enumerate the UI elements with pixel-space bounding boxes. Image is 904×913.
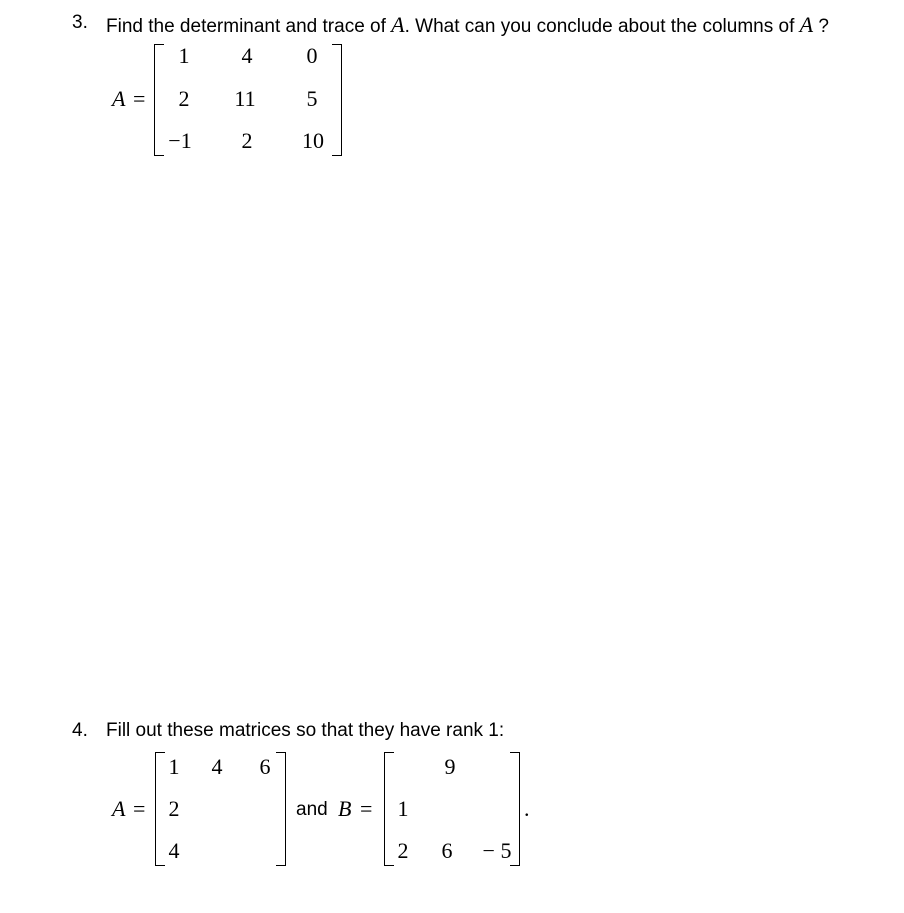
matrix-cell: 2 bbox=[178, 86, 190, 111]
matrix-cell[interactable]: − 5 bbox=[482, 838, 512, 863]
matrix-cell[interactable]: 4 bbox=[168, 838, 180, 863]
matrix-cell: 1 bbox=[178, 43, 190, 68]
matrix-cell[interactable]: 2 bbox=[168, 796, 180, 821]
problem-4-number: 4. bbox=[72, 720, 88, 741]
problem-4-question: Fill out these matrices so that they have rank 1: bbox=[106, 720, 505, 741]
matrix-b-label: B bbox=[338, 796, 352, 821]
matrix-cell[interactable]: 1 bbox=[168, 754, 180, 779]
matrix-cell: 10 bbox=[302, 128, 324, 153]
matrix-cell[interactable]: 2 bbox=[397, 838, 409, 863]
and-connector: and bbox=[296, 799, 328, 820]
matrix-cell: 4 bbox=[241, 43, 253, 68]
matrix-cell: 11 bbox=[234, 86, 256, 111]
right-bracket bbox=[332, 44, 342, 156]
problem-3-text-before: Find the determinant and trace of bbox=[106, 16, 386, 37]
matrix-cell: −1 bbox=[168, 128, 192, 153]
equals-sign: = bbox=[133, 796, 146, 821]
matrix-cell[interactable]: 4 bbox=[211, 754, 223, 779]
matrix-cell[interactable]: 9 bbox=[444, 754, 456, 779]
matrix-cell[interactable]: 6 bbox=[259, 754, 271, 779]
problem-3-question bbox=[106, 12, 829, 38]
problem-3-number: 3. bbox=[72, 12, 88, 33]
matrix-cell: 5 bbox=[306, 86, 318, 111]
matrix-cell[interactable]: 1 bbox=[397, 796, 409, 821]
problem-3-var-a: A bbox=[391, 12, 405, 37]
matrix-cell: 2 bbox=[241, 128, 253, 153]
problem-3-var-a-2: A bbox=[799, 12, 814, 37]
matrix-cell[interactable]: 6 bbox=[441, 838, 453, 863]
equals-sign: = bbox=[133, 86, 146, 111]
matrix-a-label: A bbox=[112, 796, 126, 821]
problem-3-text-end: ? bbox=[818, 16, 829, 37]
equals-sign: = bbox=[360, 796, 373, 821]
problem-3-text-middle: . What can you conclude about the columns of bbox=[404, 16, 795, 37]
matrix-cell: 0 bbox=[306, 43, 318, 68]
end-period: . bbox=[524, 796, 530, 821]
matrix-a-label: A bbox=[112, 86, 126, 111]
